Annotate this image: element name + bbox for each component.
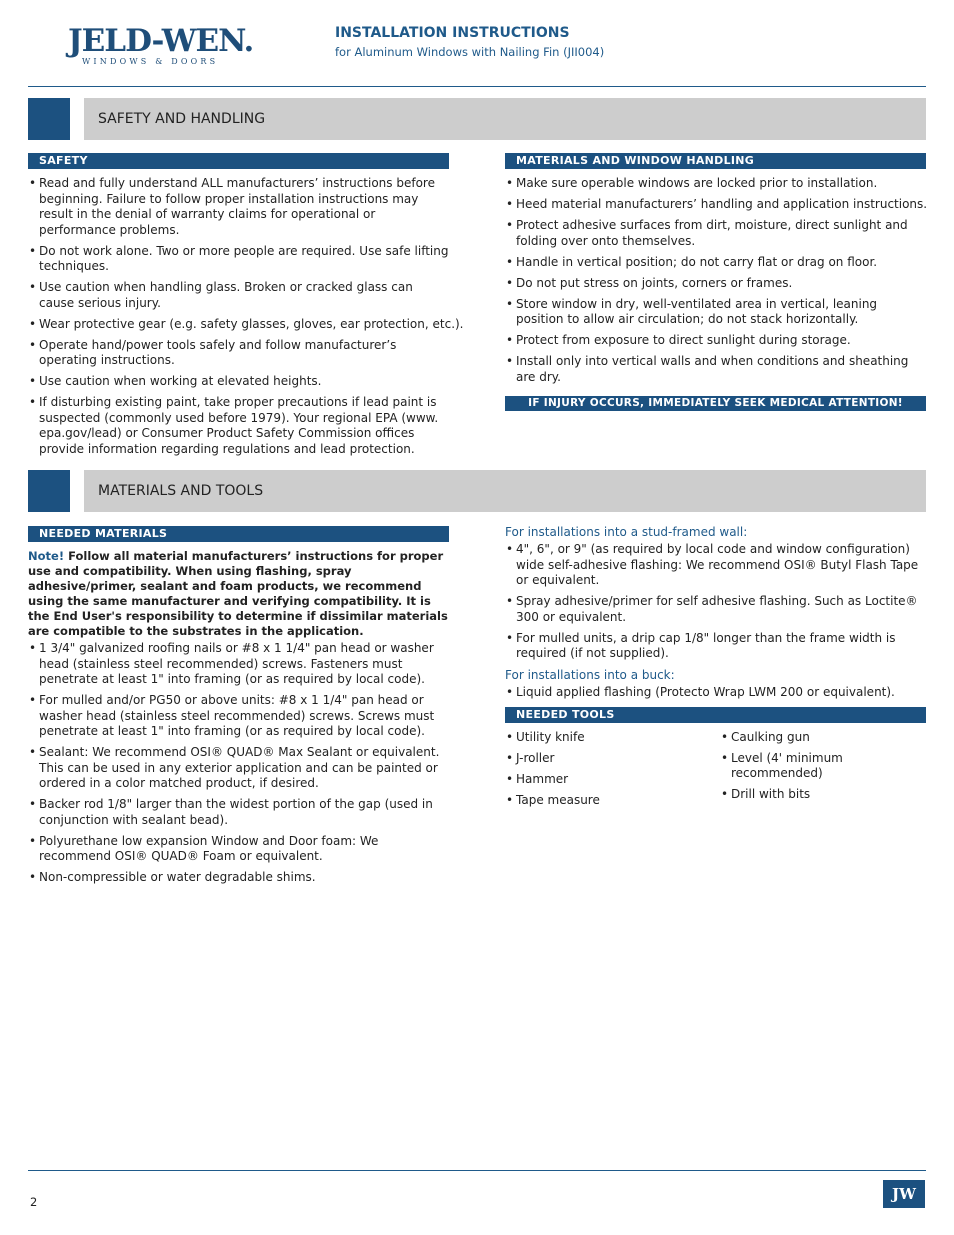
needed-tools-header: NEEDED TOOLS <box>505 707 926 723</box>
list-item: • Non-compressible or water degradable shims. <box>28 870 449 886</box>
list-item: • Install only into vertical walls and when conditions and sheathing are dry. <box>505 354 926 385</box>
stud-wall-label: For installations into a stud-framed wall: <box>505 525 748 539</box>
note-text: Follow all material manufacturers’ instructions for proper use and compatibility. When using flashing, spray adhesive/primer, sealant and foam products, we recommend using the same manufacturer and verifying compatibility. It is the End User's responsibility to determine if dissimilar materials are compatible to the substrates in the application. <box>28 549 448 638</box>
tools-list-2 <box>720 730 850 809</box>
list-item: • Hammer <box>505 772 705 788</box>
logo-tagline: WINDOWS & DOORS <box>82 57 219 66</box>
section-marker <box>28 470 70 512</box>
section-materials-and-tools <box>28 470 926 512</box>
list-item: • Sealant: We recommend OSI® QUAD® Max Sealant or equivalent. This can be used in any exterior application and can be painted or ordered in a color matched product, if desired. <box>28 745 449 792</box>
list-item: • Drill with bits <box>720 787 850 803</box>
page-number: 2 <box>30 1195 38 1209</box>
list-item: • Store window in dry, well-ventilated area in vertical, leaning position to allow air circulation; do not stack horizontally. <box>505 297 926 328</box>
list-item: • Use caution when working at elevated heights. <box>28 374 449 390</box>
handling-column <box>505 153 928 409</box>
list-item: • J-roller <box>505 751 705 767</box>
list-item: • Wear protective gear (e.g. safety glasses, gloves, ear protection, etc.). <box>28 317 449 333</box>
document-subtitle: for Aluminum Windows with Nailing Fin (JII004) <box>335 45 605 59</box>
safety-column <box>28 153 464 463</box>
list-item: • 4", 6", or 9" (as required by local code and window configuration) wide self-adhesive flashing: We recommend OSI® Butyl Flash Tape or equivalent. <box>505 542 926 589</box>
list-item: • Backer rod 1/8" larger than the widest portion of the gap (used in conjunction with sealant bead). <box>28 797 449 828</box>
list-item: • Tape measure <box>505 793 705 809</box>
logo-wordmark: JELD-WEN. <box>68 23 254 59</box>
section-title-bar <box>84 470 926 512</box>
list-item: • Level (4' minimum recommended) <box>720 751 850 782</box>
list-item: • For mulled and/or PG50 or above units: #8 x 1 1/4" pan head or washer head (stainless steel recommended) screws. Screws must penetrate at least 1" into framing (or as required by local code). <box>28 693 449 740</box>
safety-header: SAFETY <box>28 153 449 169</box>
list-item: • Heed material manufacturers’ handling and application instructions. <box>505 197 926 213</box>
document-title: INSTALLATION INSTRUCTIONS <box>335 25 570 41</box>
needed-materials-header: NEEDED MATERIALS <box>28 526 449 542</box>
buck-label: For installations into a buck: <box>505 668 675 682</box>
compatibility-note <box>28 549 449 639</box>
list-item: • Spray adhesive/primer for self adhesive flashing. Such as Loctite® 300 or equivalent. <box>505 594 926 625</box>
list-item: • Do not work alone. Two or more people are required. Use safe lifting techniques. <box>28 244 449 275</box>
section-title-bar <box>84 98 926 140</box>
stud-wall-list <box>505 542 926 662</box>
list-item: • Handle in vertical position; do not carry flat or drag on floor. <box>505 255 926 271</box>
needed-materials-column <box>28 526 449 891</box>
jw-logo-icon: JW <box>883 1180 925 1208</box>
list-item: • Caulking gun <box>720 730 850 746</box>
section-marker <box>28 98 70 140</box>
handling-header: MATERIALS AND WINDOW HANDLING <box>505 153 926 169</box>
needed-materials-list <box>28 641 449 886</box>
medical-warning-banner: IF INJURY OCCURS, IMMEDIATELY SEEK MEDICAL ATTENTION! <box>505 396 926 411</box>
list-item: • For mulled units, a drip cap 1/8" longer than the frame width is required (if not supplied). <box>505 631 926 662</box>
section-safety-and-handling <box>28 98 926 140</box>
safety-list <box>28 176 464 457</box>
list-item: • Liquid applied flashing (Protecto Wrap LWM 200 or equivalent). <box>505 685 926 701</box>
section-title: MATERIALS AND TOOLS <box>98 483 264 499</box>
list-item: • Protect from exposure to direct sunlight during storage. <box>505 333 926 349</box>
list-item: • Protect adhesive surfaces from dirt, moisture, direct sunlight and folding over onto themselves. <box>505 218 926 249</box>
list-item: • Do not put stress on joints, corners or frames. <box>505 276 926 292</box>
list-item: • Utility knife <box>505 730 705 746</box>
list-item: • Polyurethane low expansion Window and Door foam: We recommend OSI® QUAD® Foam or equivalent. <box>28 834 449 865</box>
footer-divider <box>28 1170 926 1171</box>
list-item: • Use caution when handling glass. Broken or cracked glass can cause serious injury. <box>28 280 449 311</box>
list-item: • Operate hand/power tools safely and follow manufacturer’s operating instructions. <box>28 338 449 369</box>
section-title: SAFETY AND HANDLING <box>98 111 266 127</box>
buck-list <box>505 685 926 701</box>
stud-buck-tools-column <box>505 524 926 820</box>
tools-list-1 <box>505 730 705 814</box>
list-item: • Read and fully understand ALL manufacturers’ instructions before beginning. Failure to follow proper installation instructions may result in the denial of warranty claims for operational or performance problems. <box>28 176 449 238</box>
handling-list <box>505 176 926 385</box>
tools-lists <box>505 730 926 820</box>
list-item: • If disturbing existing paint, take proper precautions if lead paint is suspected (commonly used before 1979). Your regional EPA (www. epa.gov/lead) or Consumer Product Safety Commission offices provide information regarding regulations and lead protection. <box>28 395 449 457</box>
list-item: • Make sure operable windows are locked prior to installation. <box>505 176 926 192</box>
jeld-wen-logo <box>68 23 258 68</box>
header-divider <box>28 86 926 87</box>
list-item: • 1 3/4" galvanized roofing nails or #8 x 1 1/4" pan head or washer head (stainless steel recommended) screws. Fasteners must penetrate at least 1" into framing (or as required by local code). <box>28 641 449 688</box>
note-label: Note! <box>28 549 65 563</box>
